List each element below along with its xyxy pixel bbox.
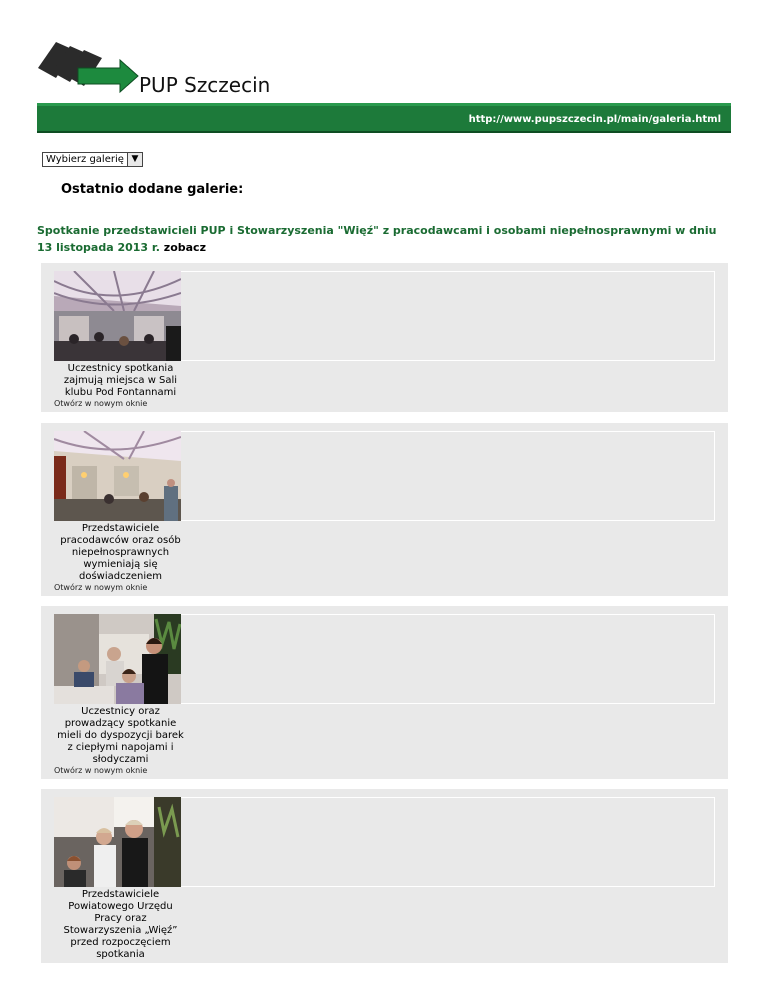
photo-caption: Uczestnicy spotkania zajmują miejsca w Sali klubu Pod Fontannami <box>63 363 178 398</box>
photo-thumbnail[interactable] <box>54 614 181 704</box>
pup-logo[interactable] <box>34 38 144 100</box>
header-banner <box>37 103 731 133</box>
photo-card <box>41 263 728 412</box>
site-name: PUP Szczecin <box>139 73 271 97</box>
open-new-window-link[interactable]: Otwórz w nowym oknie <box>54 583 148 592</box>
open-new-window-link[interactable]: Otwórz w nowym oknie <box>54 399 148 408</box>
photo-card <box>41 423 728 596</box>
gallery-title[interactable]: Spotkanie przedstawicieli PUP i Stowarzyszenia "Więź" z pracodawcami i osobami niepełnosprawnymi w dniu 13 listopada 2013 r. <box>37 224 717 254</box>
latest-gallery-link[interactable] <box>37 222 727 256</box>
photo-thumbnail[interactable] <box>54 797 181 887</box>
photo-thumbnail[interactable] <box>54 271 181 361</box>
section-heading: Ostatnio dodane galerie: <box>61 182 244 197</box>
photo-caption: Przedstawiciele pracodawców oraz osób niepełnosprawnych wymieniają się doświadczeniem <box>60 523 181 582</box>
see-more-link[interactable]: zobacz <box>163 241 206 254</box>
chevron-down-icon[interactable]: ▼ <box>127 153 142 166</box>
photo-caption: Uczestnicy oraz prowadzący spotkanie mieli do dyspozycji barek z ciepłymi napojami i słodyczami <box>57 706 184 765</box>
gallery-select-label: Wybierz galerię <box>46 154 124 165</box>
gallery-select[interactable] <box>42 152 143 167</box>
photo-image <box>54 614 181 704</box>
photo-card <box>41 606 728 779</box>
photo-thumbnail[interactable] <box>54 431 181 521</box>
photo-image <box>54 271 181 361</box>
photo-caption: Przedstawiciele Powiatowego Urzędu Pracy oraz Stowarzyszenia „Więź” przed rozpoczęciem spotkania <box>63 889 178 960</box>
photo-image <box>54 797 181 887</box>
page-url[interactable]: http://www.pupszczecin.pl/main/galeria.html <box>468 114 721 125</box>
photo-image <box>54 431 181 521</box>
open-new-window-link[interactable]: Otwórz w nowym oknie <box>54 766 148 775</box>
photo-card <box>41 789 728 963</box>
